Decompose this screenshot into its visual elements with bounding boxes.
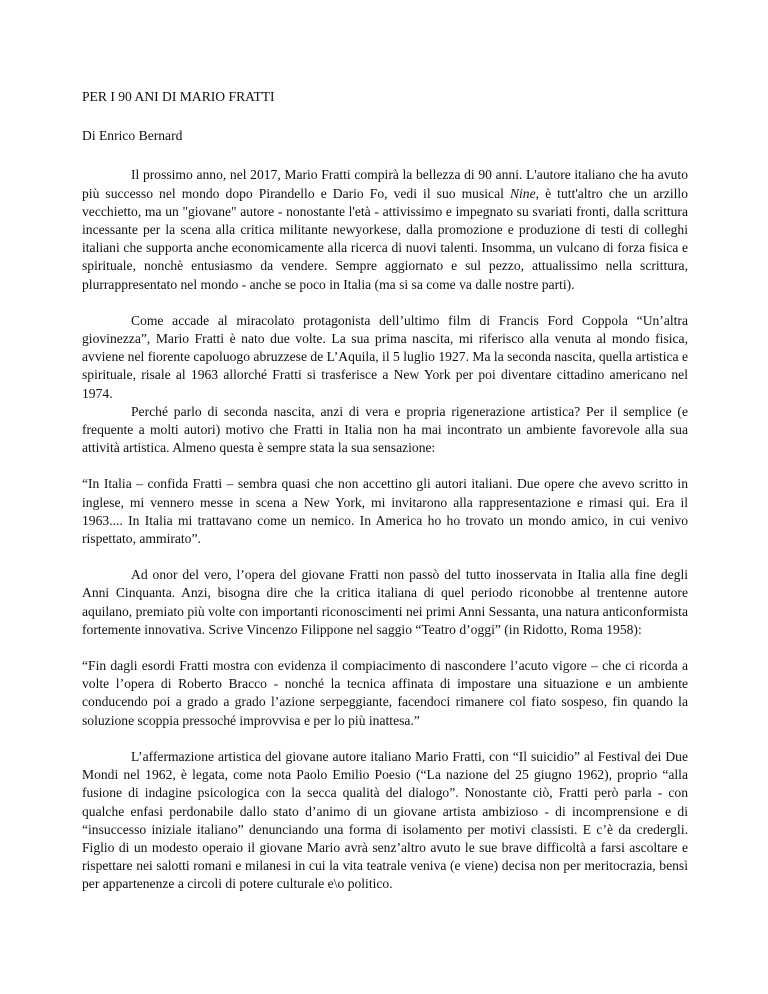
musical-title: Nine [509, 185, 536, 201]
document-title: PER I 90 ANI DI MARIO FRATTI [82, 89, 275, 104]
paragraph-4: Ad onor del vero, l’opera del giovane Fratti non passò del tutto inosservata in Italia alla fine degli Anni Cinquanta. Anzi, bisogna dire che la critica italiana di quel periodo riconobbe al trentenne autore aquilano, premiato più volte con importanti riconoscimenti nei primi Anni Sessanta, una natura anticonformista fortemente innovativa. Scrive Vincenzo Filippone nel saggio “Teatro d’oggi” (in Ridotto, Roma 1958): [82, 567, 688, 637]
paragraph-5: L’affermazione artistica del giovane autore italiano Mario Fratti, con “Il suicidio” al Festival dei Due Mondi nel 1962, è legata, come nota Paolo Emilio Poesio (“La nazione del 25 giugno 1962), proprio “alla fusione di indagine psicologica con la secca qualità del dialogo”. Nonostante ciò, Fratti però parla - con qualche enfasi perdonabile dallo stato d’animo di un giovane artista ambizioso - di incomprensione e di “insuccesso iniziale italiano” denunciando una forma di isolamento per motivi classisti. E c’è da credergli. Figlio di un modesto operaio il giovane Mario avrà senz’altro avuto le sue brave difficoltà a farsi ascoltare e rispettare nei salotti romani e milanesi in cui la vita teatrale veniva (e viene) decisa non per meritocrazia, bensì per appartenenze a circoli di potere culturale e\o politico. [82, 748, 688, 892]
paragraph-1-text: Il prossimo anno, nel 2017, Mario Fratti compirà la bellezza di 90 anni. L'autore italiano che ha avuto più successo nel mondo dopo Pirandello e Dario Fo, vedi il suo musical [82, 167, 688, 201]
paragraph-2: Come accade al miracolato protagonista dell’ultimo film di Francis Ford Coppola “Un’altra giovinezza”, Mario Fratti è nato due volte. La sua prima nascita, mi riferisco alla venuta al mondo fisica, avviene nel fiorente capoluogo abruzzese de L’Aquila, il 5 luglio 1927. Ma la seconda nascita, quella artistica e spirituale, risale al 1963 allorché Fratti si trasferisce a New York per poi diventare cittadino americano nel 1974. [82, 312, 688, 401]
paragraph-1-text-cont: , è tutt'altro che un arzillo vecchietto, ma un "giovane" autore - nonostante l'età - attivissimo e impegnato su svariati fronti, dalla scrittura incessante per la scena alla critica militante newyorkese, dalla promozione e produzione di testi di colleghi italiani che supporta anche economicamente alla ricerca di nuovi talenti. Insomma, un vulcano di forza fisica e spirituale, nonchè entusiasmo da vendere. Sempre aggiornato e sul pezzo, attualissimo nella scrittura, plurrappresentato nel mondo - anche se poco in Italia (ma si sa come va dalle nostre parti). [82, 185, 688, 292]
quote-1: “In Italia – confida Fratti – sembra quasi che non accettino gli autori italiani. Due opere che avevo scritto in inglese, mi vennero messe in scena a New York, mi invitarono alla rappresentazione e rimasi qui. Era il 1963.... In Italia mi trattavano come un nemico. In America ho ho trovato un mondo amico, in cui venivo rispettato, ammirato”. [82, 476, 688, 547]
document-page [82, 88, 688, 912]
author-line: Di Enrico Bernard [82, 128, 183, 144]
quote-2: “Fin dagli esordi Fratti mostra con evidenza il compiacimento di nascondere l’acuto vigore – che ci ricorda a volte l’opera di Roberto Bracco - nonché la tecnica affinata di impostare una situazione e un ambiente conducendo poi a grado a grado l’azione serpeggiante, facendoci rimanere col fiato sospeso, fin quando la soluzione scoppia pressoché improvvisa e per lo più inattesa.” [82, 658, 688, 728]
paragraph-3: Perché parlo di seconda nascita, anzi di vera e propria rigenerazione artistica? Per il semplice (e frequente a molti autori) motivo che Fratti in Italia non ha mai incontrato un ambiente favorevole alla sua attività artistica. Almeno questa è sempre stata la sua sensazione: [82, 403, 688, 456]
paragraph-1 [82, 166, 688, 293]
